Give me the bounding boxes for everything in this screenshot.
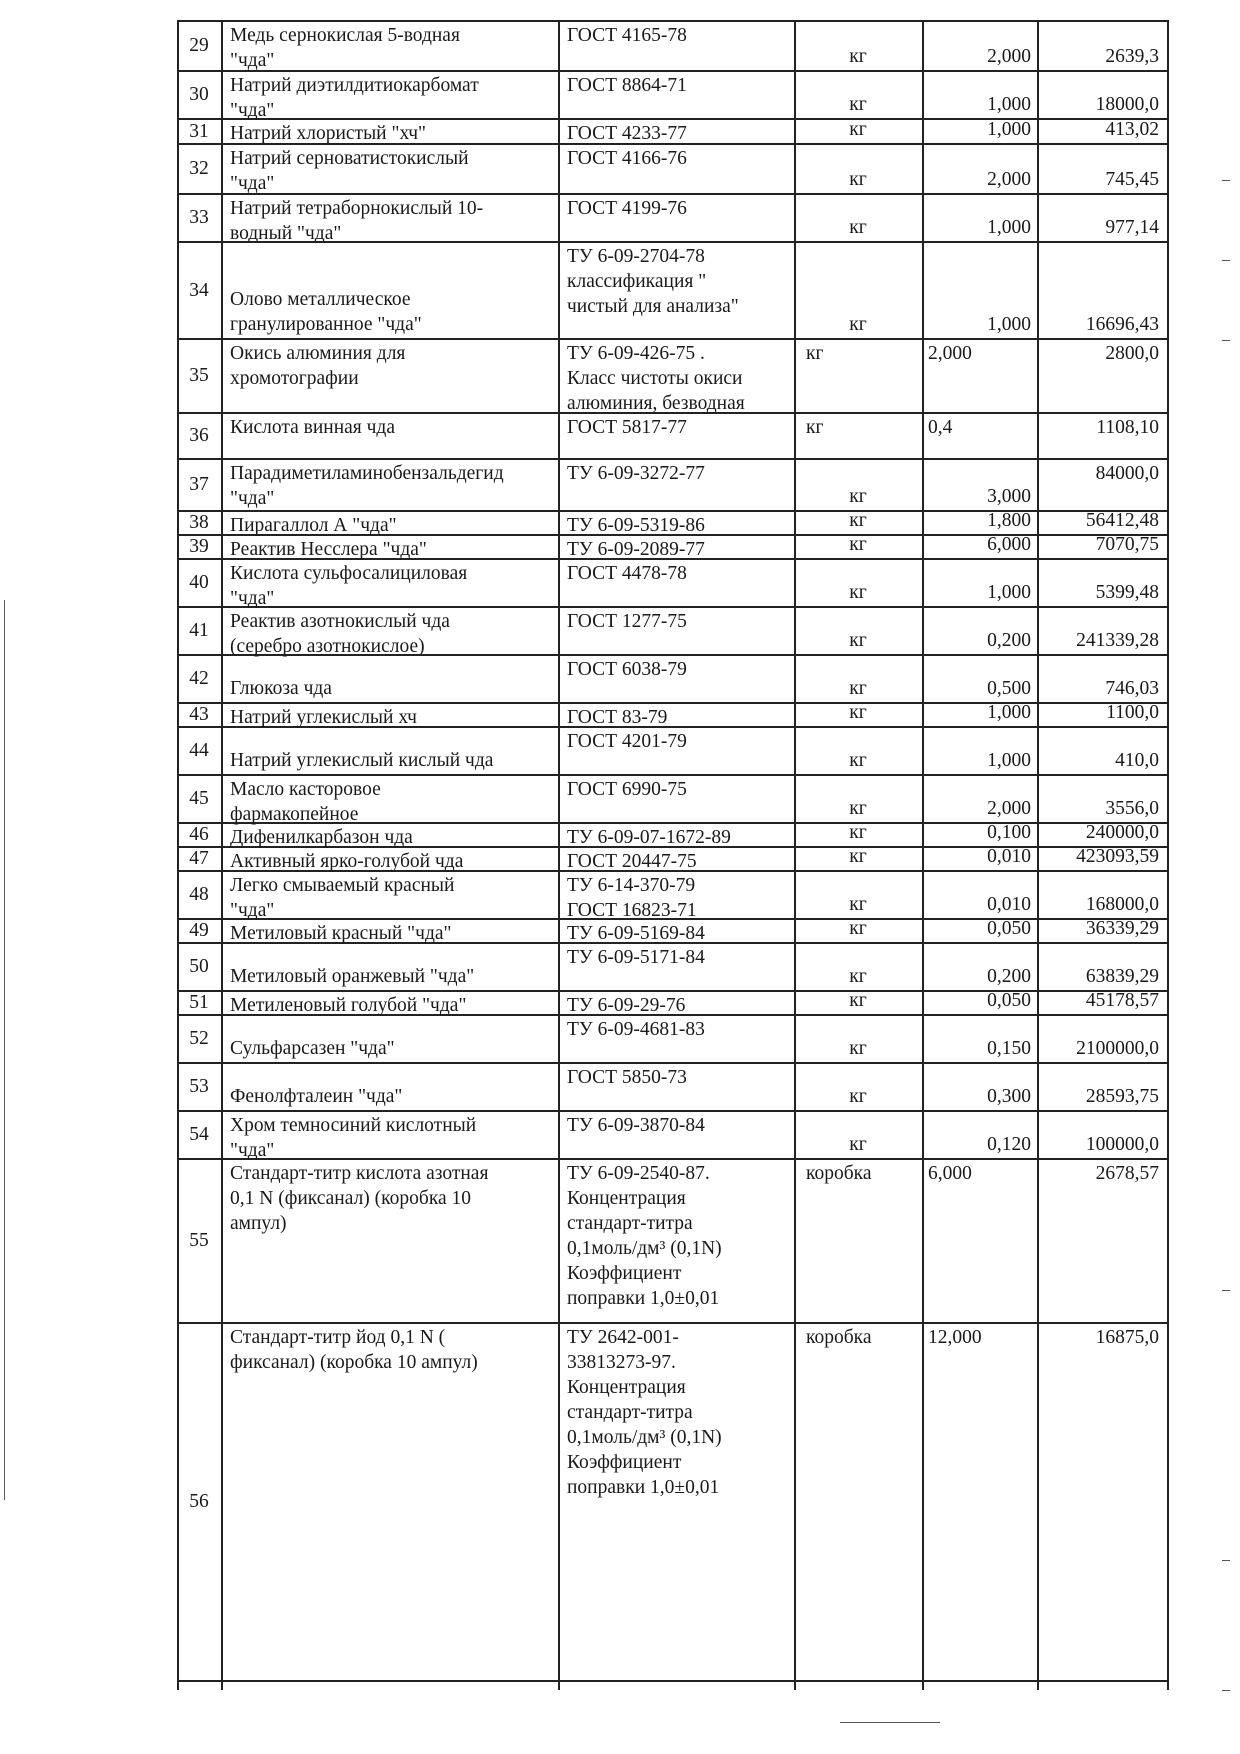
- item-name-line: Метиловый красный "чда": [230, 923, 452, 944]
- standard-line: ГОСТ 4478-78: [567, 563, 687, 584]
- item-name-line: Легко смываемый красный: [230, 875, 455, 896]
- standard-line: ТУ 6-09-3272-77: [567, 463, 705, 484]
- item-name-line: Натрий углекислый кислый чда: [230, 750, 494, 771]
- standard-line: ТУ 6-09-5169-84: [567, 923, 705, 944]
- row-number: 31: [189, 120, 209, 142]
- item-name-line: Метиленовый голубой "чда": [230, 995, 467, 1016]
- standard-line: ГОСТ 20447-75: [567, 851, 697, 872]
- price: 84000,0: [1095, 463, 1159, 484]
- row-number: 35: [189, 365, 209, 386]
- row-divider: [177, 1680, 1169, 1682]
- standard-line: ТУ 6-09-4681-83: [567, 1019, 705, 1040]
- price: 241339,28: [1076, 630, 1159, 651]
- quantity: 1,000: [987, 702, 1031, 723]
- unit: кг: [849, 1038, 867, 1059]
- row-number: 32: [189, 158, 209, 179]
- unit: кг: [849, 1134, 867, 1155]
- standard-line: ТУ 6-09-5171-84: [567, 947, 705, 968]
- quantity: 1,000: [987, 217, 1031, 238]
- standard-line: 33813273-97.: [567, 1352, 676, 1373]
- quantity: 0,010: [987, 894, 1031, 915]
- quantity: 1,800: [987, 510, 1031, 531]
- standard-line: стандарт-титра: [567, 1402, 693, 1423]
- quantity: 0,300: [987, 1086, 1031, 1107]
- item-name-line: Медь сернокислая 5-водная: [230, 25, 460, 46]
- quantity: 0,100: [987, 822, 1031, 843]
- row-number: 43: [189, 704, 209, 725]
- row-number: 50: [189, 956, 209, 977]
- item-name-line: Масло касторовое: [230, 779, 381, 800]
- item-name-line: "чда": [230, 588, 275, 609]
- item-name-line: "чда": [230, 900, 275, 921]
- quantity: 3,000: [987, 486, 1031, 507]
- standard-line: ГОСТ 4166-76: [567, 148, 687, 169]
- standard-line: Концентрация: [567, 1377, 686, 1398]
- row-number: 41: [189, 620, 209, 641]
- row-number: 47: [189, 848, 209, 869]
- item-name-line: "чда": [230, 50, 275, 71]
- standard-line: чистый для анализа": [567, 296, 739, 317]
- item-name-line: Метиловый оранжевый "чда": [230, 966, 475, 987]
- quantity: 1,000: [987, 119, 1031, 140]
- row-divider: [177, 1110, 1169, 1112]
- price: 745,45: [1105, 169, 1159, 190]
- standard-line: ТУ 6-14-370-79: [567, 875, 696, 896]
- item-name-line: Фенолфталеин "чда": [230, 1086, 403, 1107]
- price: 100000,0: [1085, 1134, 1159, 1155]
- quantity: 0,120: [987, 1134, 1031, 1155]
- standard-line: поправки 1,0±0,01: [567, 1288, 720, 1309]
- standard-line: ГОСТ 6038-79: [567, 659, 687, 680]
- item-name-line: Сульфарсазен "чда": [230, 1038, 395, 1059]
- standard-line: стандарт-титра: [567, 1213, 693, 1234]
- price: 423093,59: [1076, 846, 1159, 867]
- standard-line: ТУ 6-09-426-75 .: [567, 343, 705, 364]
- item-name-line: Хром темносиний кислотный: [230, 1115, 477, 1136]
- row-number: 51: [189, 992, 209, 1013]
- row-number: 45: [189, 788, 209, 809]
- price: 63839,29: [1085, 966, 1159, 987]
- unit: кг: [849, 678, 867, 699]
- standard-line: ГОСТ 4165-78: [567, 25, 687, 46]
- item-name-line: Натрий хлористый "хч": [230, 123, 426, 144]
- quantity: 0,010: [987, 846, 1031, 867]
- row-divider: [177, 1062, 1169, 1064]
- quantity: 6,000: [928, 1163, 972, 1184]
- price: 45178,57: [1085, 990, 1159, 1011]
- unit: кг: [849, 46, 867, 67]
- item-name-line: 0,1 N (фиксанал) (коробка 10: [230, 1188, 472, 1209]
- price: 1100,0: [1106, 702, 1159, 723]
- price: 18000,0: [1095, 94, 1159, 115]
- standard-line: ГОСТ 5850-73: [567, 1067, 687, 1088]
- row-divider: [177, 606, 1169, 608]
- price: 2678,57: [1095, 1163, 1159, 1184]
- item-name-line: Натрий серноватистокислый: [230, 148, 469, 169]
- row-number: 54: [189, 1124, 209, 1145]
- unit: коробка: [806, 1327, 872, 1348]
- standard-line: ГОСТ 6990-75: [567, 779, 687, 800]
- item-name-line: Реактив азотнокислый чда: [230, 611, 450, 632]
- row-number: 40: [189, 572, 209, 593]
- scan-mark: [1222, 1690, 1230, 1691]
- standard-line: Коэффициент: [567, 1263, 682, 1284]
- scan-mark: [1222, 1560, 1230, 1561]
- unit: кг: [849, 486, 867, 507]
- quantity: 0,050: [987, 918, 1031, 939]
- unit: кг: [849, 119, 867, 140]
- quantity: 2,000: [928, 343, 972, 364]
- item-name-line: Кислота сульфосалициловая: [230, 563, 468, 584]
- row-divider: [177, 70, 1169, 72]
- row-number: 56: [189, 1491, 209, 1512]
- unit: кг: [849, 894, 867, 915]
- scan-mark: [1222, 180, 1230, 181]
- standard-line: ТУ 6-09-3870-84: [567, 1115, 705, 1136]
- quantity: 0,500: [987, 678, 1031, 699]
- quantity: 1,000: [987, 314, 1031, 335]
- standard-line: ГОСТ 4199-76: [567, 198, 687, 219]
- unit: кг: [849, 990, 867, 1011]
- item-name-line: фиксанал) (коробка 10 ампул): [230, 1352, 478, 1373]
- row-divider: [177, 774, 1169, 776]
- item-name-line: Натрий углекислый хч: [230, 707, 417, 728]
- item-name-line: Реактив Несслера "чда": [230, 539, 427, 560]
- quantity: 0,050: [987, 990, 1031, 1011]
- quantity: 12,000: [928, 1327, 982, 1348]
- standard-line: Коэффициент: [567, 1452, 682, 1473]
- standard-line: ТУ 6-09-2540-87.: [567, 1163, 710, 1184]
- standard-line: ГОСТ 5817-77: [567, 417, 687, 438]
- price: 410,0: [1115, 750, 1159, 771]
- price: 2100000,0: [1076, 1038, 1159, 1059]
- standard-line: ГОСТ 16823-71: [567, 900, 697, 921]
- unit: кг: [849, 846, 867, 867]
- unit: кг: [849, 217, 867, 238]
- standard-line: Класс чистоты окиси: [567, 368, 743, 389]
- unit: кг: [849, 630, 867, 651]
- price: 1108,10: [1096, 417, 1159, 438]
- unit: кг: [849, 1086, 867, 1107]
- item-name-line: Дифенилкарбазон чда: [230, 827, 413, 848]
- row-divider: [177, 458, 1169, 460]
- row-number: 30: [189, 84, 209, 105]
- price: 2800,0: [1105, 343, 1159, 364]
- price: 36339,29: [1085, 918, 1159, 939]
- item-name-line: "чда": [230, 488, 275, 509]
- price: 5399,48: [1095, 582, 1159, 603]
- row-number: 49: [189, 920, 209, 941]
- column-divider: [558, 20, 560, 1690]
- item-name-line: ампул): [230, 1213, 287, 1234]
- item-name-line: Глюкоза чда: [230, 678, 332, 699]
- quantity: 1,000: [987, 582, 1031, 603]
- row-divider: [177, 338, 1169, 340]
- item-name-line: водный "чда": [230, 223, 342, 244]
- item-name-line: "чда": [230, 1140, 275, 1161]
- item-name-line: Стандарт-титр йод 0,1 N (: [230, 1327, 446, 1348]
- price: 56412,48: [1085, 510, 1159, 531]
- price: 7070,75: [1095, 534, 1159, 555]
- quantity: 0,200: [987, 966, 1031, 987]
- item-name-line: Натрий тетраборнокислый 10-: [230, 198, 484, 219]
- unit: кг: [849, 169, 867, 190]
- item-name-line: Кислота винная чда: [230, 417, 396, 438]
- scan-mark: [1222, 260, 1230, 261]
- price: 977,14: [1105, 217, 1159, 238]
- standard-line: ТУ 6-09-2704-78: [567, 246, 705, 267]
- column-divider: [221, 20, 223, 1690]
- quantity: 1,000: [987, 750, 1031, 771]
- standard-line: ГОСТ 1277-75: [567, 611, 687, 632]
- row-number: 46: [189, 824, 209, 845]
- standard-line: поправки 1,0±0,01: [567, 1477, 720, 1498]
- item-name-line: хромотографии: [230, 368, 359, 389]
- specification-table: [177, 20, 1169, 1690]
- row-number: 33: [189, 207, 209, 228]
- unit: кг: [806, 417, 824, 438]
- scan-mark: [1222, 340, 1230, 341]
- price: 16875,0: [1095, 1327, 1159, 1348]
- quantity: 2,000: [987, 46, 1031, 67]
- standard-line: 0,1моль/дм³ (0,1N): [567, 1427, 722, 1448]
- unit: кг: [849, 534, 867, 555]
- standard-line: ТУ 2642-001-: [567, 1327, 679, 1348]
- scan-mark: [4, 600, 5, 1500]
- price: 16696,43: [1085, 314, 1159, 335]
- unit: кг: [849, 966, 867, 987]
- item-name-line: (серебро азотнокислое): [230, 636, 425, 657]
- row-number: 42: [189, 668, 209, 689]
- unit: кг: [849, 702, 867, 723]
- quantity: 6,000: [987, 534, 1031, 555]
- item-name-line: Стандарт-титр кислота азотная: [230, 1163, 489, 1184]
- row-divider: [177, 193, 1169, 195]
- item-name-line: Пирагаллол А "чда": [230, 515, 397, 536]
- item-name-line: Олово металлическое: [230, 289, 411, 310]
- item-name-line: Парадиметиламинобензальдегид: [230, 463, 504, 484]
- quantity: 0,200: [987, 630, 1031, 651]
- unit: кг: [849, 798, 867, 819]
- row-number: 48: [189, 884, 209, 905]
- quantity: 2,000: [987, 798, 1031, 819]
- item-name-line: гранулированное "чда": [230, 314, 422, 335]
- row-number: 39: [189, 536, 209, 557]
- price: 28593,75: [1085, 1086, 1159, 1107]
- unit: кг: [849, 94, 867, 115]
- unit: кг: [849, 750, 867, 771]
- row-number: 29: [189, 35, 209, 56]
- item-name-line: Натрий диэтилдитиокарбомат: [230, 75, 479, 96]
- row-number: 52: [189, 1028, 209, 1049]
- quantity: 0,4: [928, 417, 953, 438]
- standard-line: ГОСТ 4201-79: [567, 731, 687, 752]
- row-divider: [177, 1158, 1169, 1160]
- item-name-line: фармакопейное: [230, 804, 359, 825]
- scan-mark: [840, 1722, 940, 1723]
- standard-line: ТУ 6-09-29-76: [567, 995, 686, 1016]
- standard-line: ГОСТ 4233-77: [567, 123, 687, 144]
- standard-line: классификация ": [567, 271, 707, 292]
- unit: кг: [849, 582, 867, 603]
- standard-line: ТУ 6-09-5319-86: [567, 515, 705, 536]
- row-number: 44: [189, 740, 209, 761]
- unit: кг: [849, 510, 867, 531]
- item-name-line: Окись алюминия для: [230, 343, 406, 364]
- unit: кг: [806, 343, 824, 364]
- quantity: 2,000: [987, 169, 1031, 190]
- row-divider: [177, 20, 1169, 22]
- item-name-line: "чда": [230, 173, 275, 194]
- unit: коробка: [806, 1163, 872, 1184]
- price: 240000,0: [1085, 822, 1159, 843]
- row-number: 36: [189, 425, 209, 446]
- scan-mark: [1222, 1290, 1230, 1291]
- price: 2639,3: [1105, 46, 1159, 67]
- row-number: 34: [189, 279, 209, 301]
- standard-line: Концентрация: [567, 1188, 686, 1209]
- price: 168000,0: [1085, 894, 1159, 915]
- price: 413,02: [1105, 119, 1159, 140]
- quantity: 0,150: [987, 1038, 1031, 1059]
- quantity: 1,000: [987, 94, 1031, 115]
- unit: кг: [849, 822, 867, 843]
- standard-line: ТУ 6-09-07-1672-89: [567, 827, 731, 848]
- standard-line: 0,1моль/дм³ (0,1N): [567, 1238, 722, 1259]
- row-divider: [177, 1322, 1169, 1324]
- item-name-line: "чда": [230, 100, 275, 121]
- price: 3556,0: [1105, 798, 1159, 819]
- row-number: 53: [189, 1076, 209, 1097]
- unit: кг: [849, 918, 867, 939]
- row-number: 38: [189, 512, 209, 533]
- unit: кг: [849, 314, 867, 335]
- standard-line: ГОСТ 8864-71: [567, 75, 687, 96]
- standard-line: алюминия, безводная: [567, 393, 745, 414]
- standard-line: ТУ 6-09-2089-77: [567, 539, 705, 560]
- column-divider: [1167, 20, 1169, 1690]
- price: 746,03: [1105, 678, 1159, 699]
- row-number: 37: [189, 474, 209, 495]
- item-name-line: Активный ярко-голубой чда: [230, 851, 464, 872]
- standard-line: ГОСТ 83-79: [567, 707, 668, 728]
- row-number: 55: [189, 1230, 209, 1251]
